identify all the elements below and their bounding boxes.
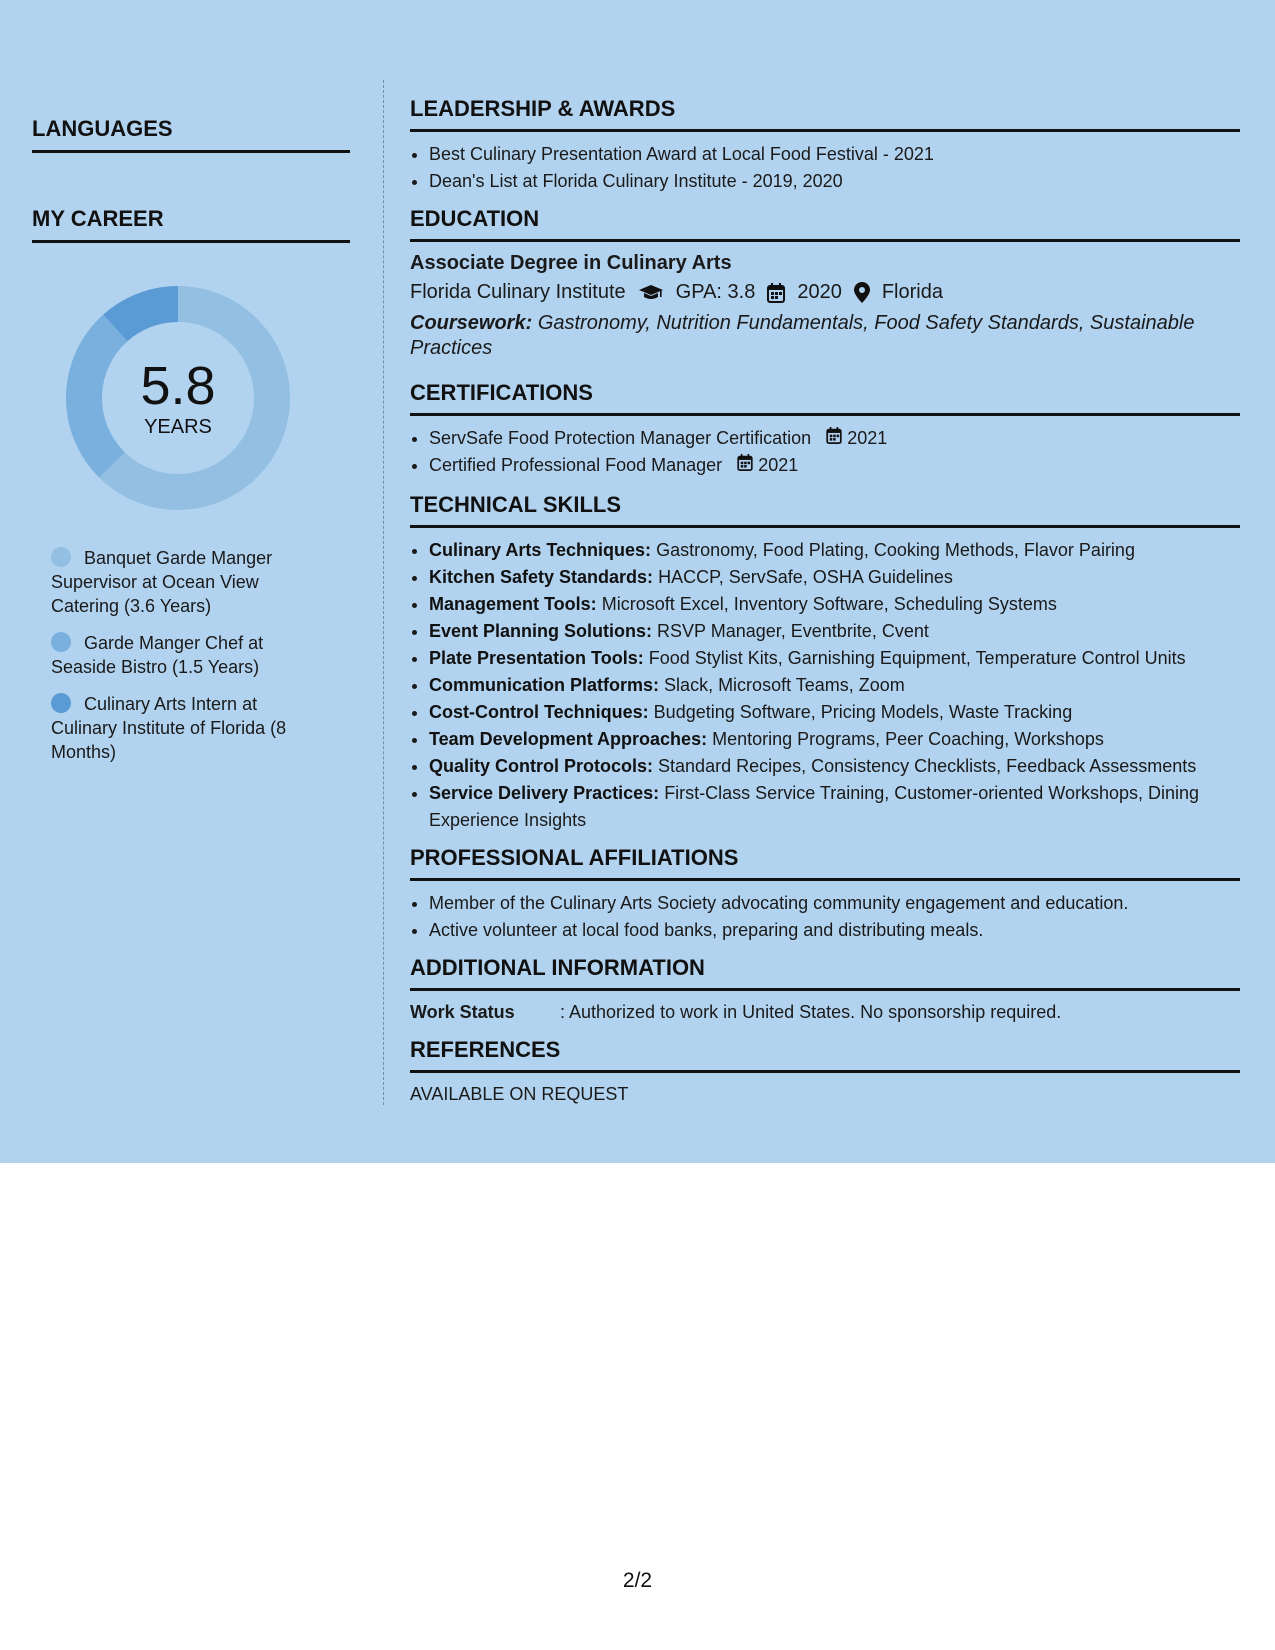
graduation-year: 2020	[797, 281, 842, 303]
certifications-title: CERTIFICATIONS	[410, 380, 1240, 416]
legend-swatch	[51, 632, 71, 652]
work-status-label: Work Status	[410, 1002, 515, 1022]
list-item	[429, 726, 1240, 753]
work-status-row	[410, 1002, 1240, 1023]
degree-name: Associate Degree in Culinary Arts	[410, 252, 732, 274]
career-legend	[51, 546, 321, 777]
career-heading: MY CAREER	[32, 206, 350, 243]
cert-name: Certified Professional Food Manager	[429, 455, 723, 475]
skill-text: RSVP Manager, Eventbrite, Cvent	[657, 621, 929, 641]
coursework	[410, 311, 1240, 361]
skill-label: Cost-Control Techniques:	[429, 702, 649, 722]
skill-text: HACCP, ServSafe, OSHA Guidelines	[658, 567, 953, 587]
leadership-title: LEADERSHIP & AWARDS	[410, 96, 1240, 132]
education-section	[410, 206, 1240, 361]
career-donut-chart	[66, 286, 290, 510]
coursework-label: Coursework:	[410, 312, 533, 334]
skill-text: Gastronomy, Food Plating, Cooking Methods, Flavor Pairing	[656, 540, 1135, 560]
education-title: EDUCATION	[410, 206, 1240, 242]
donut-center	[66, 286, 290, 510]
gpa-value: GPA: 3.8	[675, 281, 756, 303]
skill-label: Kitchen Safety Standards:	[429, 567, 654, 587]
leadership-section	[410, 96, 1240, 195]
affiliations-section	[410, 845, 1240, 944]
calendar-icon	[826, 427, 842, 444]
skill-label: Event Planning Solutions:	[429, 621, 653, 641]
education-location: Florida	[881, 281, 943, 303]
calendar-icon	[737, 454, 753, 471]
page-number: 2/2	[622, 1569, 653, 1592]
legend-swatch	[51, 693, 71, 713]
list-item	[429, 564, 1240, 591]
legend-item	[51, 546, 321, 618]
school-name: Florida Culinary Institute	[410, 281, 626, 303]
career-total-unit: YEARS	[144, 415, 212, 438]
languages-heading: LANGUAGES	[32, 116, 350, 153]
education-meta	[410, 281, 1240, 304]
skill-text: Microsoft Excel, Inventory Software, Scheduling Systems	[601, 594, 1057, 614]
skill-label: Culinary Arts Techniques:	[429, 540, 652, 560]
cert-year: 2021	[758, 455, 799, 475]
list-item	[429, 425, 1240, 452]
additional-section	[410, 955, 1240, 1023]
graduation-cap-icon	[638, 284, 664, 302]
cert-name: ServSafe Food Protection Manager Certification	[429, 428, 812, 448]
calendar-icon	[767, 283, 785, 303]
career-total-value: 5.8	[140, 355, 216, 416]
skill-text: Food Stylist Kits, Garnishing Equipment, Temperature Control Units	[648, 648, 1186, 668]
skills-list	[410, 537, 1240, 834]
list-item	[429, 672, 1240, 699]
certifications-section	[410, 380, 1240, 479]
affiliations-title: PROFESSIONAL AFFILIATIONS	[410, 845, 1240, 881]
list-item	[429, 452, 1240, 479]
skill-text: Budgeting Software, Pricing Models, Waste Tracking	[653, 702, 1073, 722]
list-item	[429, 699, 1240, 726]
skill-label: Team Development Approaches:	[429, 729, 708, 749]
skills-section	[410, 492, 1240, 834]
list-item	[429, 537, 1240, 564]
skill-label: Communication Platforms:	[429, 675, 660, 695]
legend-item	[51, 631, 321, 679]
legend-label: Banquet Garde Manger Supervisor at Ocean View Catering (3.6 Years)	[51, 548, 273, 616]
legend-swatch	[51, 547, 71, 567]
legend-item	[51, 692, 321, 764]
coursework-text: Gastronomy, Nutrition Fundamentals, Food Safety Standards, Sustainable Practices	[410, 312, 1195, 359]
skill-label: Quality Control Protocols:	[429, 756, 654, 776]
list-item	[429, 618, 1240, 645]
legend-label: Garde Manger Chef at Seaside Bistro (1.5 Years)	[51, 633, 264, 677]
affiliations-list	[410, 890, 1240, 944]
references-text: AVAILABLE ON REQUEST	[410, 1084, 629, 1104]
additional-title: ADDITIONAL INFORMATION	[410, 955, 1240, 991]
map-pin-icon	[854, 282, 870, 303]
list-item	[429, 645, 1240, 672]
list-item: • Member of the Culinary Arts Society advocating community engagement and education.	[429, 890, 1240, 917]
skill-text: Standard Recipes, Consistency Checklists, Feedback Assessments	[658, 756, 1197, 776]
references-section	[410, 1037, 1240, 1105]
leadership-list	[410, 141, 1240, 195]
list-item: • Best Culinary Presentation Award at Local Food Festival - 2021	[429, 141, 1240, 168]
column-divider	[383, 80, 384, 1105]
skill-label: Service Delivery Practices:	[429, 783, 660, 803]
list-item: • Dean's List at Florida Culinary Institute - 2019, 2020	[429, 168, 1240, 195]
skill-label: Management Tools:	[429, 594, 597, 614]
list-item	[429, 780, 1240, 834]
list-item	[429, 753, 1240, 780]
skill-text: Slack, Microsoft Teams, Zoom	[664, 675, 905, 695]
list-item	[429, 591, 1240, 618]
references-title: REFERENCES	[410, 1037, 1240, 1073]
skill-label: Plate Presentation Tools:	[429, 648, 644, 668]
cert-year: 2021	[847, 428, 888, 448]
legend-label: Culinary Arts Intern at Culinary Institute of Florida (8 Months)	[51, 694, 287, 762]
certifications-list	[410, 425, 1240, 479]
list-item: • Active volunteer at local food banks, preparing and distributing meals.	[429, 917, 1240, 944]
skills-title: TECHNICAL SKILLS	[410, 492, 1240, 528]
skill-text: First-Class Service Training, Customer-oriented Workshops, Dining Experience Insights	[429, 783, 1200, 830]
skill-text: Mentoring Programs, Peer Coaching, Workshops	[712, 729, 1104, 749]
work-status-value: : Authorized to work in United States. No sponsorship required.	[560, 1002, 1062, 1022]
